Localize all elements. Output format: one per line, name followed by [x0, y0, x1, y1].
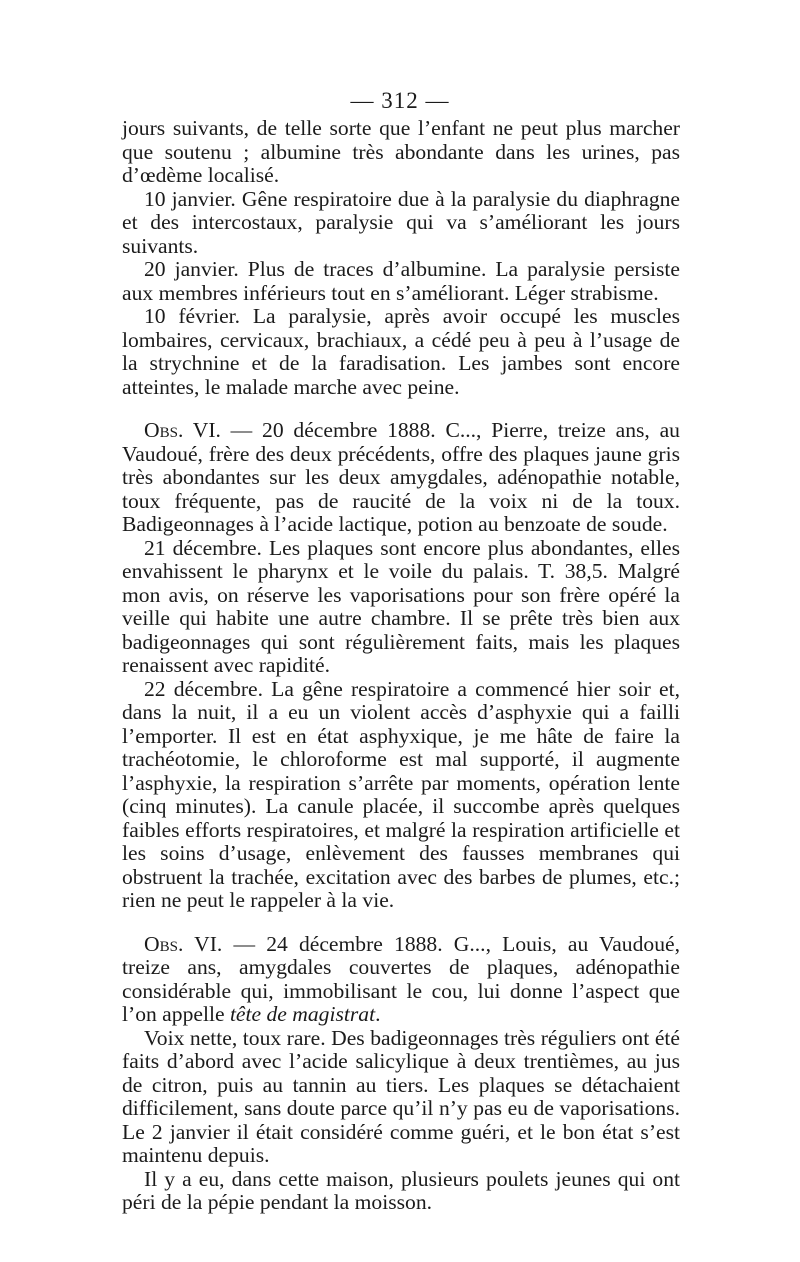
observation-text: — 24 décembre 1888. G..., Louis, au Vaudoué, treize ans, amygdales couvertes de plaques, adénopathie considérable qui, immobilisant le cou, lui donne l’aspect que l’on appelle [122, 931, 680, 1026]
observation-tail: . [375, 1002, 381, 1026]
paragraph-10-janvier: 10 janvier. Gêne respiratoire due à la paralysie du diaphragne et des intercostaux, paralysie qui va s’améliorant les jours suivants. [122, 186, 680, 258]
observation-label: Obs. VI. [144, 931, 223, 956]
paragraph-20-janvier: 20 janvier. Plus de traces d’albumine. La paralysie persiste aux membres inférieurs tout en s’améliorant. Léger strabisme. [122, 257, 680, 305]
paragraph-22-decembre: 22 décembre. La gêne respiratoire a commencé hier soir et, dans la nuit, il a eu un violent accès d’asphyxie qui a failli l’emporter. Il est en état asphyxique, je me hâte de faire la trachéotomie, le chloroforme est mal supporté, il augmente l’asphyxie, la respiration s’arrête par moments, opération lente (cinq minutes). La canule placée, il succombe après quelques faibles efforts respiratoires, et malgré la respiration artificielle et les soins d’usage, enlèvement des fausses membranes qui obstruent la trachée, excitation avec des barbes de plumes, etc.; rien ne peut le rappeler à la vie. [122, 676, 680, 912]
paragraph-21-decembre: 21 décembre. Les plaques sont encore plus abondantes, elles envahissent le pharynx et le voile du palais. T. 38,5. Malgré mon avis, on réserve les vaporisations pour son frère opéré la veille qui habite une autre chambre. Il se prête très bien aux badigeonnages qui sont régulièrement faits, mais les plaques renaissent avec rapidité. [122, 535, 680, 677]
paragraph-continuation: jours suivants, de telle sorte que l’enfant ne peut plus marcher que soutenu ; albumine très abondante dans les urines, pas d’œdème localisé. [122, 116, 680, 187]
observation-text: — 20 décembre 1888. C..., Pierre, treize ans, au Vaudoué, frère des deux précédents, offre des plaques jaune gris très abondantes sur les deux amygdales, adénopathie notable, toux fréquente, pas de raucité de la voix ni de la toux. Badigeonnages à l’acide lactique, potion au benzoate de soude. [122, 418, 680, 536]
paragraph-10-fevrier: 10 février. La paralysie, après avoir occupé les muscles lombaires, cervicaux, brachiaux, a cédé peu à peu à l’usage de la strychnine et de la faradisation. Les jambes sont encore atteintes, le malade marche avec peine. [122, 304, 680, 399]
paragraph-observation-pierre [122, 419, 680, 537]
paragraph-voix-nette: Voix nette, toux rare. Des badigeonnages très réguliers ont été faits d’abord avec l’acide salicylique à deux trentièmes, au jus de citron, puis au tannin au tiers. Les plaques se détachaient difficilement, sans doute parce qu’il n’y pas eu de vaporisations. Le 2 janvier il était considéré comme guéri, et le bon état s’est maintenu depuis. [122, 1025, 680, 1167]
observation-label: Obs. VI. [144, 418, 221, 442]
page-number: — 312 — [350, 88, 450, 113]
paragraph-observation-louis [122, 933, 680, 1027]
paragraph-poulets: Il y a eu, dans cette maison, plusieurs poulets jeunes qui ont péri de la pépie pendant la moisson. [122, 1166, 680, 1214]
italic-term: tête de magistrat [229, 1002, 376, 1026]
text-body [122, 117, 680, 1215]
